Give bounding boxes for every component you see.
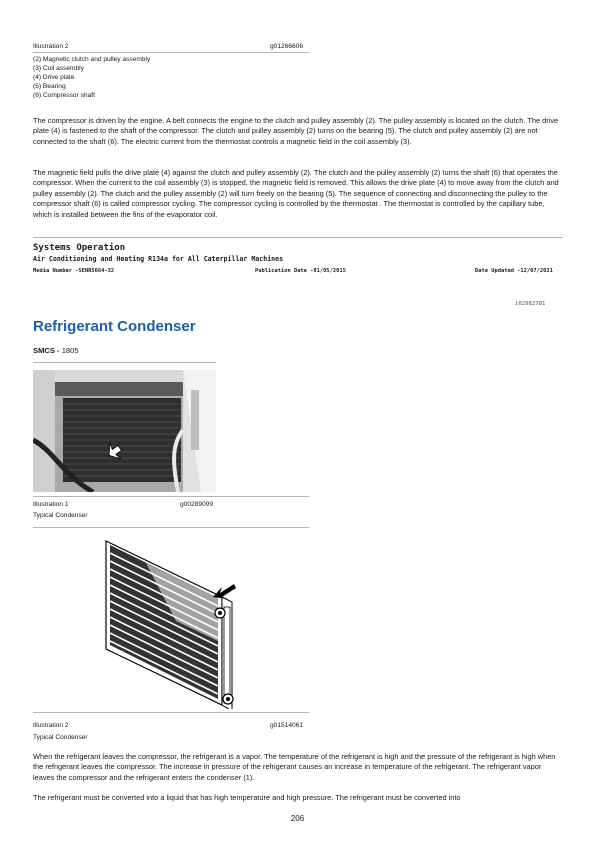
legend-item: (6) Compressor shaft: [33, 92, 95, 99]
document-id: i02982781: [515, 301, 546, 307]
section-title: Systems Operation: [33, 243, 126, 253]
caption-divider: [33, 527, 309, 528]
paragraph-compressor-drive: The compressor is driven by the engine. A belt connects the engine to the clutch and pulley assembly (2). The pulley assembly is located on the clutch. The drive plate (4) is fastened to the shaft of the compressor. The clutch and pulley assembly (2) turns on the bearing (5). The clutch and pulley assembly (2) are not connected to the shaft (6). The electric current from the thermostat controls a magnetic field in the coil assembly (3).: [33, 116, 559, 146]
media-number: Media Number -SENR5664-32: [33, 268, 115, 274]
illustration-2-label: Illustration 2: [33, 722, 69, 729]
page-title: Refrigerant Condenser: [33, 318, 196, 335]
paragraph-refrigerant-vapor: When the refrigerant leaves the compressor, the refrigerant is a vapor. The temperature of the refrigerant is high and the pressure of the refrigerant is high when the refrigerant leaves the compressor. The increase in pressure of the refrigerant causes an increase in temperature of the refrigerant. The refrigerant vapor leaves the compressor and the refrigerant enters the condenser (1).: [33, 752, 556, 782]
illustration-2-id: g01514061: [270, 722, 304, 729]
smcs-line: [33, 346, 79, 355]
illustration-2-top-id: g01266606: [270, 43, 304, 50]
smcs-divider: [33, 362, 216, 363]
caption-divider: [33, 52, 309, 53]
photo-divider: [33, 496, 309, 497]
legend-item: (3) Coil assembly: [33, 65, 84, 72]
condenser-line-drawing: [96, 537, 256, 709]
date-updated: Date Updated -12/07/2021: [475, 268, 553, 274]
paragraph-refrigerant-liquid: The refrigerant must be converted into a liquid that has high temperature and high pressure. The refrigerant must be converted into: [33, 793, 461, 802]
legend-item: (4) Drive plate: [33, 74, 75, 81]
legend-item: (5) Bearing: [33, 83, 66, 90]
illustration-1-caption: Typical Condenser: [33, 512, 88, 519]
section-divider: [33, 237, 563, 238]
legend-list: [33, 55, 150, 100]
smcs-value: 1805: [61, 346, 79, 355]
legend-item: (2) Magnetic clutch and pulley assembly: [33, 56, 151, 63]
paragraph-magnetic-field: The magnetic field pulls the drive plate (4) against the clutch and pulley assembly (2). The clutch and the pulley assembly (2) turns the shaft (6) that operates the compressor. When the current to the coil assembly (3) is stopped, the magnetic field is removed. This allows the drive plate (4) to move away from the clutch and pulley assembly (2). The clutch and the pulley assembly (2) will turn freely on the bearing (5). The sequence of connecting and disconnecting the pulley to the compressor shaft (6) is called compressor cycling. The compressor cycling is controlled by the thermostat . The thermostat is controlled by the capillary tube, which is installed between the fins of the evaporator coil.: [33, 168, 559, 219]
illustration-1-id: g00289099: [180, 501, 214, 508]
page-number: 206: [290, 814, 305, 823]
condenser-photo-illustration: [33, 370, 216, 492]
illustration-2-caption: Typical Condenser: [33, 734, 88, 741]
arrow-icon: [213, 584, 236, 599]
drawing-divider: [33, 712, 309, 713]
illustration-1-label: Illustration 1: [33, 501, 69, 508]
manual-title: Air Conditioning and Heating R134a for All Caterpillar Machines: [33, 255, 284, 263]
illustration-2-top-label: Illustration 2: [33, 43, 69, 50]
publication-date: Publication Date -01/05/2015: [255, 268, 346, 274]
smcs-label: SMCS -: [33, 346, 60, 355]
